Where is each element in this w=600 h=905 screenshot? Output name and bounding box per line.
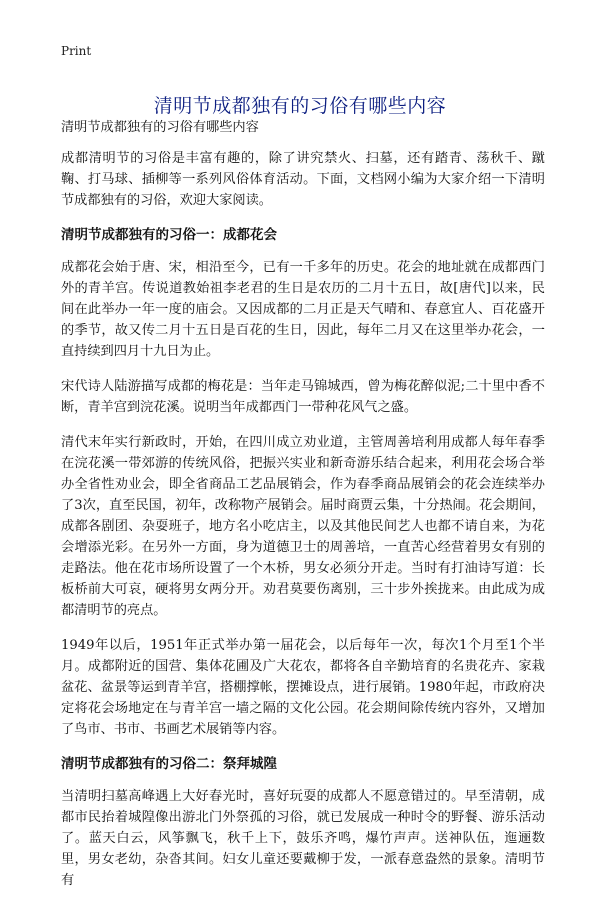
section2-paragraph-1: 当清明扫墓高峰遇上大好春光时，喜好玩耍的成都人不愿意错过的。早至清朝，成都市民抬着城隍像出游北门外祭孤的习俗，就已发展成一种时令的野餐、游乐活动了。蓝天白云，风筝飘飞，秋千上下，鼓乐齐鸣，爆竹声声。送神队伍，迤逦数里，男女老幼，杂沓其间。妇女儿童还要戴柳于发，一派春意盎然的景象。清明节有: [61, 789, 545, 888]
section1-paragraph-1: 成都花会始于唐、宋，相沿至今，已有一千多年的历史。花会的地址就在成都西门外的青羊宫。传说道教始祖李老君的生日是农历的二月十五日，故[唐代]以来，民间在此举办一年一度的庙会。又因成都的二月正是天气晴和、春意宜人、百花盛开的季节，故又传二月十五日是百花的生日，因此，每年二月又在这里举办花会，一直持续到四月十九日为止。: [61, 260, 545, 359]
section1-paragraph-3: 清代末年实行新政时，开始，在四川成立劝业道，主管周善培利用成都人每年春季在浣花溪一带郊游的传统风俗，把振兴实业和新奇游乐结合起来，利用花会场合举办全省性劝业会，即全省商品工艺品展销会，作为春季商品展销会的花会连续举办了3次，直至民国，初年，改称物产展销会。届时商贾云集，十分热闹。花会期间，成都各剧团、杂耍班子，地方名小吃店主，以及其他民间艺人也都不请自来，为花会增添光彩。在另外一方面，身为道德卫士的周善培，一直苦心经营着男女有别的走路法。他在花市场所设置了一个木桥，男女必须分开走。当时有打油诗写道：长板桥前大可哀，硬将男女两分开。劝君莫要伤离别，三十步外挨拢来。由此成为成都清明节的亮点。: [61, 435, 545, 618]
page-title: 清明节成都独有的习俗有哪些内容: [153, 94, 447, 117]
article-body: [61, 117, 545, 905]
print-link[interactable]: Print: [61, 44, 92, 58]
article-subtitle: 清明节成都独有的习俗有哪些内容: [61, 120, 259, 135]
section1-paragraph-4: 1949年以后，1951年正式举办第一届花会，以后每年一次，每次1个月至1个半月。成都附近的国营、集体花圃及广大花农，都将各自辛勤培育的名贵花卉、家栽盆花、盆景等运到青羊宫，搭棚撑帐，摆摊设点，进行展销。1980年起，市政府决定将花会场地定在与青羊宫一墙之隔的文化公园。花会期间除传统内容外，又增加了鸟市、书市、书画艺术展销等内容。: [61, 638, 545, 737]
intro-paragraph: 成都清明节的习俗是丰富有趣的，除了讲究禁火、扫墓，还有踏青、荡秋千、蹴鞠、打马球、插柳等一系列风俗体育活动。下面，文档网小编为大家介绍一下清明节成都独有的习俗，欢迎大家阅读。: [61, 151, 545, 208]
section-heading-2: 清明节成都独有的习俗二：祭拜城隍: [61, 756, 277, 772]
section-heading-1: 清明节成都独有的习俗一：成都花会: [61, 227, 277, 243]
section1-paragraph-2: 宋代诗人陆游描写成都的梅花是：当年走马锦城西，曾为梅花醉似泥;二十里中香不断，青羊宫到浣花溪。说明当年成都西门一带种花风气之盛。: [61, 379, 545, 415]
